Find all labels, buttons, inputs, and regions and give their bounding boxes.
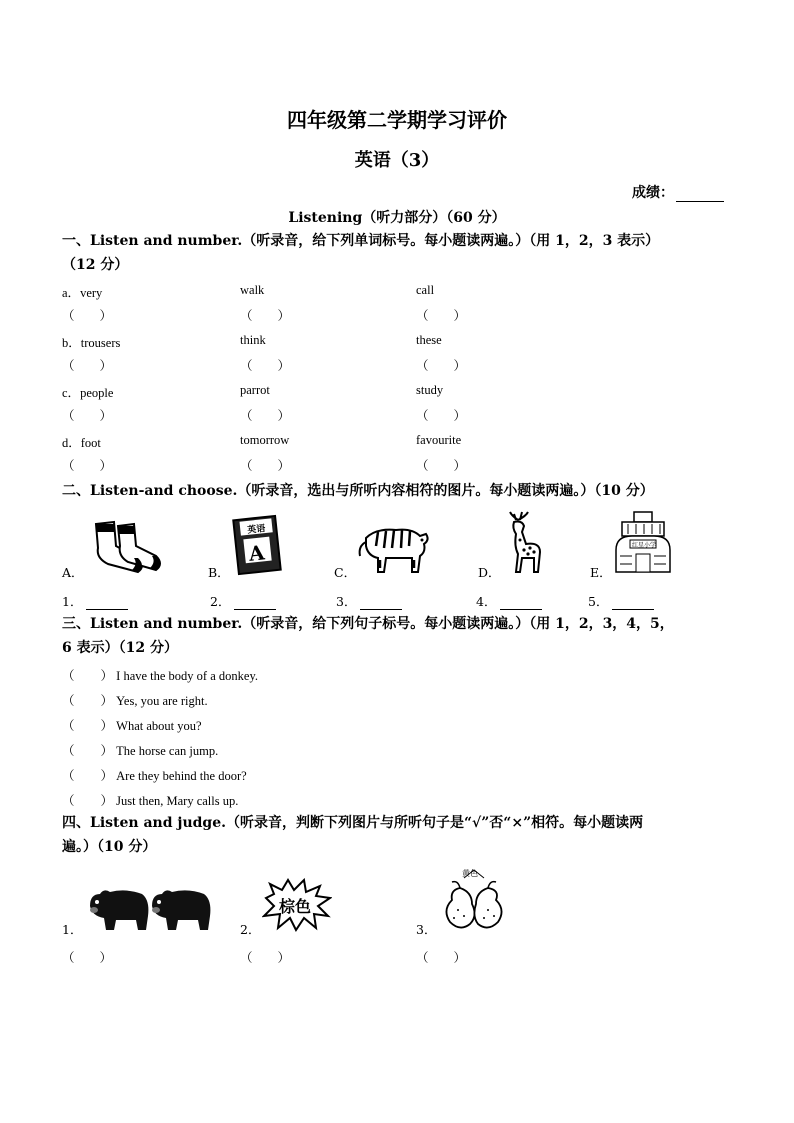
word-item: a．very <box>62 286 103 300</box>
sentence-item[interactable]: （ ） Yes, you are right. <box>62 694 208 708</box>
answer-paren[interactable]: （ ） <box>62 408 113 423</box>
answer-paren[interactable]: （ ） <box>416 408 467 423</box>
section4-heading <box>62 811 734 859</box>
score-blank[interactable] <box>676 187 724 202</box>
section3-heading-line2: 6 表示）（12 分） <box>62 640 178 656</box>
answer-paren[interactable]: （ ） <box>240 458 291 473</box>
listening-heading: Listening（听力部分）（60 分） <box>288 210 506 226</box>
word-item: favourite <box>416 433 462 447</box>
picture-label: A． <box>62 565 84 580</box>
picture-label: D． <box>478 565 501 580</box>
word-item: walk <box>240 283 265 297</box>
section3-heading <box>62 612 734 660</box>
brown-sign-text: 棕色 <box>279 897 312 916</box>
word-item: b．trousers <box>62 336 121 350</box>
word-item: think <box>240 333 266 347</box>
section1-heading-line2: （12 分） <box>62 257 129 273</box>
answer-blank-item[interactable]: 3． <box>336 592 402 610</box>
judge-item-number: 1． <box>62 922 83 937</box>
tiger-icon <box>356 516 432 576</box>
answer-blank-item[interactable]: 4． <box>476 592 542 610</box>
sentence-item[interactable]: （ ） I have the body of a donkey. <box>62 669 259 683</box>
word-item: tomorrow <box>240 433 290 447</box>
section3-heading-line1: 三、Listen and number.（听录音，给下列句子标号。每小题读两遍。）（用 1，2，3，4，5， <box>62 616 674 632</box>
answer-paren[interactable]: （ ） <box>62 950 113 965</box>
answer-paren[interactable]: （ ） <box>62 458 113 473</box>
word-item: study <box>416 383 444 397</box>
svg-text:A: A <box>247 540 266 566</box>
picture-label: C． <box>334 565 357 580</box>
answer-paren[interactable]: （ ） <box>240 950 291 965</box>
answer-paren[interactable]: （ ） <box>240 358 291 373</box>
answer-paren[interactable]: （ ） <box>416 308 467 323</box>
word-item: c．people <box>62 386 114 400</box>
picture-label: B． <box>208 565 230 580</box>
section4-heading-line2: 遍。）（10 分） <box>62 839 157 855</box>
answer-paren[interactable]: （ ） <box>416 358 467 373</box>
answer-blank-item[interactable]: 2． <box>210 592 276 610</box>
score-field <box>632 182 724 202</box>
book-title-text: 英语 <box>246 524 266 536</box>
answer-paren[interactable]: （ ） <box>62 308 113 323</box>
answer-paren[interactable]: （ ） <box>240 408 291 423</box>
word-item: parrot <box>240 383 270 397</box>
brown-sign-icon <box>262 878 332 932</box>
section4-heading-line1: 四、Listen and judge.（听录音，判断下列图片与所听句子是“√”否“×”相符。每小题读两 <box>62 815 644 831</box>
sentence-item[interactable]: （ ） Are they behind the door? <box>62 769 247 783</box>
picture-label: E． <box>590 565 612 580</box>
answer-paren[interactable]: （ ） <box>62 358 113 373</box>
section1-heading-line1: 一、Listen and number.（听录音，给下列单词标号。每小题读两遍。）（用 1，2，3 表示） <box>62 233 660 249</box>
answer-paren[interactable]: （ ） <box>416 950 467 965</box>
sentence-item[interactable]: （ ） The horse can jump. <box>62 744 219 758</box>
answer-blank-item[interactable]: 1． <box>62 592 128 610</box>
answer-paren[interactable]: （ ） <box>240 308 291 323</box>
pears-icon <box>438 866 510 932</box>
bears-icon <box>86 884 214 932</box>
word-item: these <box>416 333 442 347</box>
sentence-item[interactable]: （ ） What about you? <box>62 719 202 733</box>
page-subtitle: 英语（3） <box>354 150 440 171</box>
school-sign-text: 红星小学 <box>632 542 657 549</box>
deer-icon <box>500 510 546 576</box>
score-label: 成绩： <box>632 185 674 201</box>
judge-item-number: 2． <box>240 922 261 937</box>
answer-paren[interactable]: （ ） <box>416 458 467 473</box>
socks-icon <box>88 518 166 578</box>
answer-blank-item[interactable]: 5． <box>588 592 654 610</box>
pears-tag-text: 黄色 <box>462 869 478 878</box>
section2-heading: 二、Listen-and choose.（听录音，选出与所听内容相符的图片。每小题读两遍。）（10 分） <box>62 483 654 499</box>
judge-item-number: 3． <box>416 922 437 937</box>
page-title: 四年级第二学期学习评价 <box>287 108 507 132</box>
word-item: call <box>416 283 435 297</box>
sentence-item[interactable]: （ ） Just then, Mary calls up. <box>62 794 239 808</box>
section1-heading <box>62 229 734 277</box>
word-item: d．foot <box>62 436 101 450</box>
english-book-icon <box>232 514 284 576</box>
school-icon <box>612 510 674 576</box>
